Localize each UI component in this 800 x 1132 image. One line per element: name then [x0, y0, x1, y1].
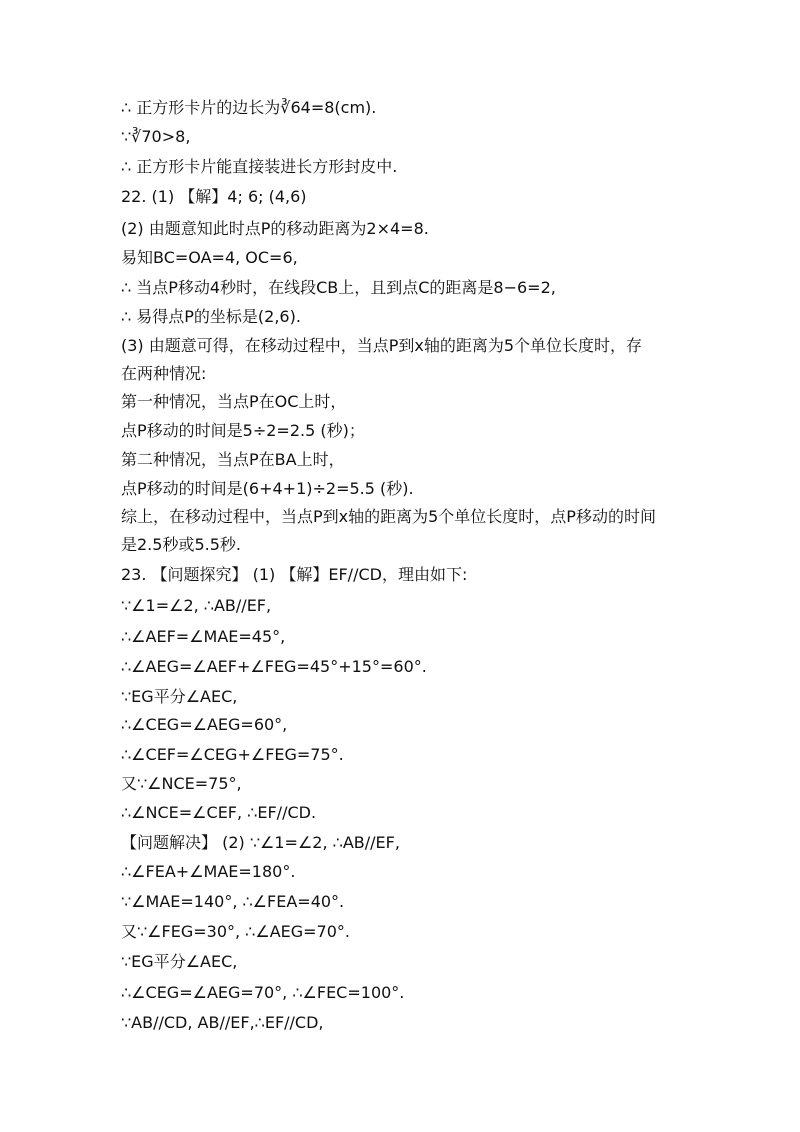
text-line: ∴∠CEF=∠CEG+∠FEG=75°. [121, 745, 344, 764]
text-line: 又∵∠FEG=30°, ∴∠AEG=70°. [121, 922, 351, 941]
text-line: (2) 由题意知此时点P的移动距离为2×4=8. [121, 219, 429, 238]
text-line: ∴ 当点P移动4秒时，在线段CB上，且到点C的距离是8−6=2, [121, 278, 556, 297]
text-line: 在两种情况: [121, 364, 207, 383]
text-line: 是2.5秒或5.5秒. [121, 535, 241, 554]
text-line: ∴∠CEG=∠AEG=60°, [121, 715, 288, 734]
text-line: ∴∠AEF=∠MAE=45°, [121, 627, 286, 646]
text-line: ∵∠1=∠2, ∴AB//EF, [121, 596, 272, 615]
text-line: 点P移动的时间是5÷2=2.5 (秒)； [121, 421, 365, 440]
text-line: 第一种情况，当点P在OC上时， [121, 392, 347, 411]
text-line: ∴ 易得点P的坐标是(2,6). [121, 307, 301, 326]
text-line: 又∵∠NCE=75°, [121, 774, 242, 793]
text-line: ∴ 正方形卡片的边长为∛64=8(cm). [121, 98, 377, 117]
text-line: ∴∠FEA+∠MAE=180°. [121, 862, 296, 881]
text-line: ∴∠NCE=∠CEF, ∴EF//CD. [121, 803, 317, 822]
text-line: ∴∠AEG=∠AEF+∠FEG=45°+15°=60°. [121, 657, 427, 676]
text-line: ∵EG平分∠AEC, [121, 952, 238, 971]
text-line: 点P移动的时间是(6+4+1)÷2=5.5 (秒). [121, 479, 414, 498]
text-line: 易知BC=OA=4, OC=6, [121, 248, 298, 267]
text-line: 第二种情况，当点P在BA上时， [121, 450, 345, 469]
text-line: ∵∛70>8, [121, 127, 191, 146]
text-line: ∴∠CEG=∠AEG=70°, ∴∠FEC=100°. [121, 983, 405, 1002]
text-line: 【问题解决】 (2) ∵∠1=∠2, ∴AB//EF, [121, 833, 400, 852]
text-line: ∵AB//CD, AB//EF,∴EF//CD, [121, 1013, 324, 1032]
text-line: ∵∠MAE=140°, ∴∠FEA=40°. [121, 892, 345, 911]
text-line: 22. (1) 【解】4; 6; (4,6) [121, 187, 307, 206]
text-line: 23. 【问题探究】 (1) 【解】EF//CD，理由如下: [121, 565, 468, 584]
text-line: (3) 由题意可得，在移动过程中，当点P到x轴的距离为5个单位长度时，存 [121, 336, 643, 355]
text-line: ∵EG平分∠AEC, [121, 687, 238, 706]
text-line: ∴ 正方形卡片能直接装进长方形封皮中. [121, 157, 398, 176]
text-line: 综上，在移动过程中，当点P到x轴的距离为5个单位长度时，点P移动的时间 [121, 507, 656, 526]
